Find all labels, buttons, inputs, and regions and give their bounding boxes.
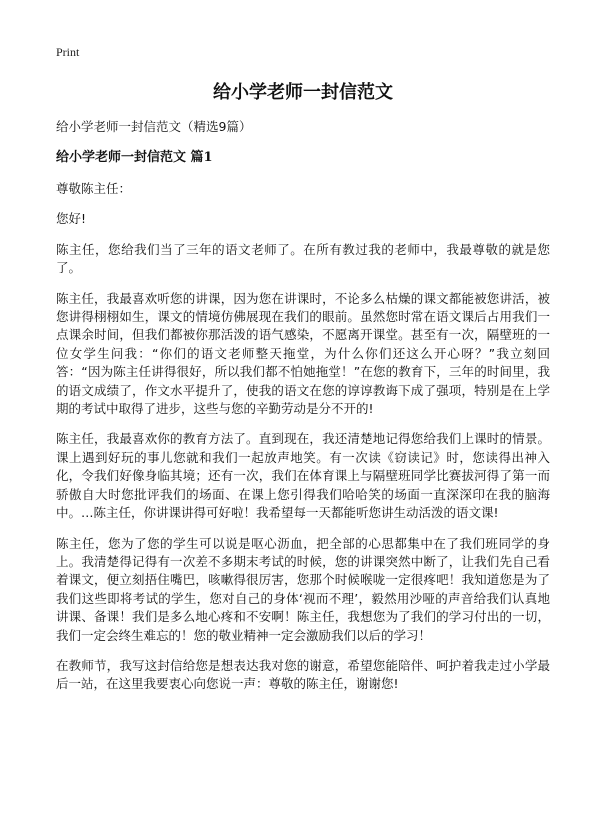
document-subtitle: 给小学老师一封信范文（精选9篇） bbox=[56, 119, 252, 134]
closing-paragraph: 在教师节，我写这封信给您是想表达我对您的谢意，希望您能陪伴、呵护着我走过小学最后一站，在这里我要衷心向您说一声：尊敬的陈主任，谢谢您! bbox=[56, 657, 550, 692]
section-heading: 给小学老师一封信范文 篇1 bbox=[56, 150, 213, 165]
body-paragraph: 陈主任，您给我们当了三年的语文老师了。在所有教过我的老师中，我最尊敬的就是您了。 bbox=[56, 241, 550, 276]
greeting: 您好! bbox=[56, 211, 87, 227]
body-paragraph: 陈主任，我最喜欢听您的讲课，因为您在讲课时，不论多么枯燥的课文都能被您讲活，被您讲得栩栩如生，课文的情境仿佛展现在我们的眼前。虽然您时常在语文课后占用我们一点课余时间，但我们都被你那活泼的语气感染，不愿离开课堂。甚至有一次，隔壁班的一位女学生问我：“你们的语文老师整天拖堂，为什么你们还这么开心呀？”我立刻回答：“因为陈主任讲得很好，所以我们都不怕她拖堂！”在您的教育下，三年的时间里，我的语文成绩了，作文水平提升了，使我的语文在您的谆谆教诲下成了强项，特别是在上学期的考试中取得了进步，这些与您的辛勤劳动是分不开的! bbox=[56, 290, 550, 417]
document-title: 给小学老师一封信范文 bbox=[213, 82, 393, 103]
body-paragraph: 陈主任，您为了您的学生可以说是呕心沥血，把全部的心思都集中在了我们班同学的身上。我清楚得记得有一次差不多期末考试的时候，您的讲课突然中断了，让我们先自己看着课文，便立刻捂住嘴巴，咳嗽得很厉害，您那个时候喉咙一定很疼吧！我知道您是为了我们这些即将考试的学生，您对自己的身体‘视而不理’，毅然用沙哑的声音给我们认真地讲课、备课！我们是多么地心疼和不安啊！陈主任，我想您为了我们的学习付出的一切，我们一定会终生难忘的！您的敬业精神一定会激励我们以后的学习！ bbox=[56, 535, 550, 643]
body-paragraph: 陈主任，我最喜欢你的教育方法了。直到现在，我还清楚地记得您给我们上课时的情景。课上遇到好玩的事儿您就和我们一起放声地笑。有一次读《窃读记》时，您读得出神入化，令我们好像身临其境；还有一次，我们在体育课上与隔壁班同学比赛拔河得了第一而骄傲自大时您批评我们的场面、在课上您引得我们哈哈笑的场面一直深深印在我的脑海中。…陈主任，你讲课讲得可好啦！我希望每一天都能听您讲生动活泼的语文课! bbox=[56, 431, 550, 521]
salutation: 尊敬陈主任： bbox=[56, 181, 132, 196]
print-link[interactable]: Print bbox=[56, 45, 80, 59]
